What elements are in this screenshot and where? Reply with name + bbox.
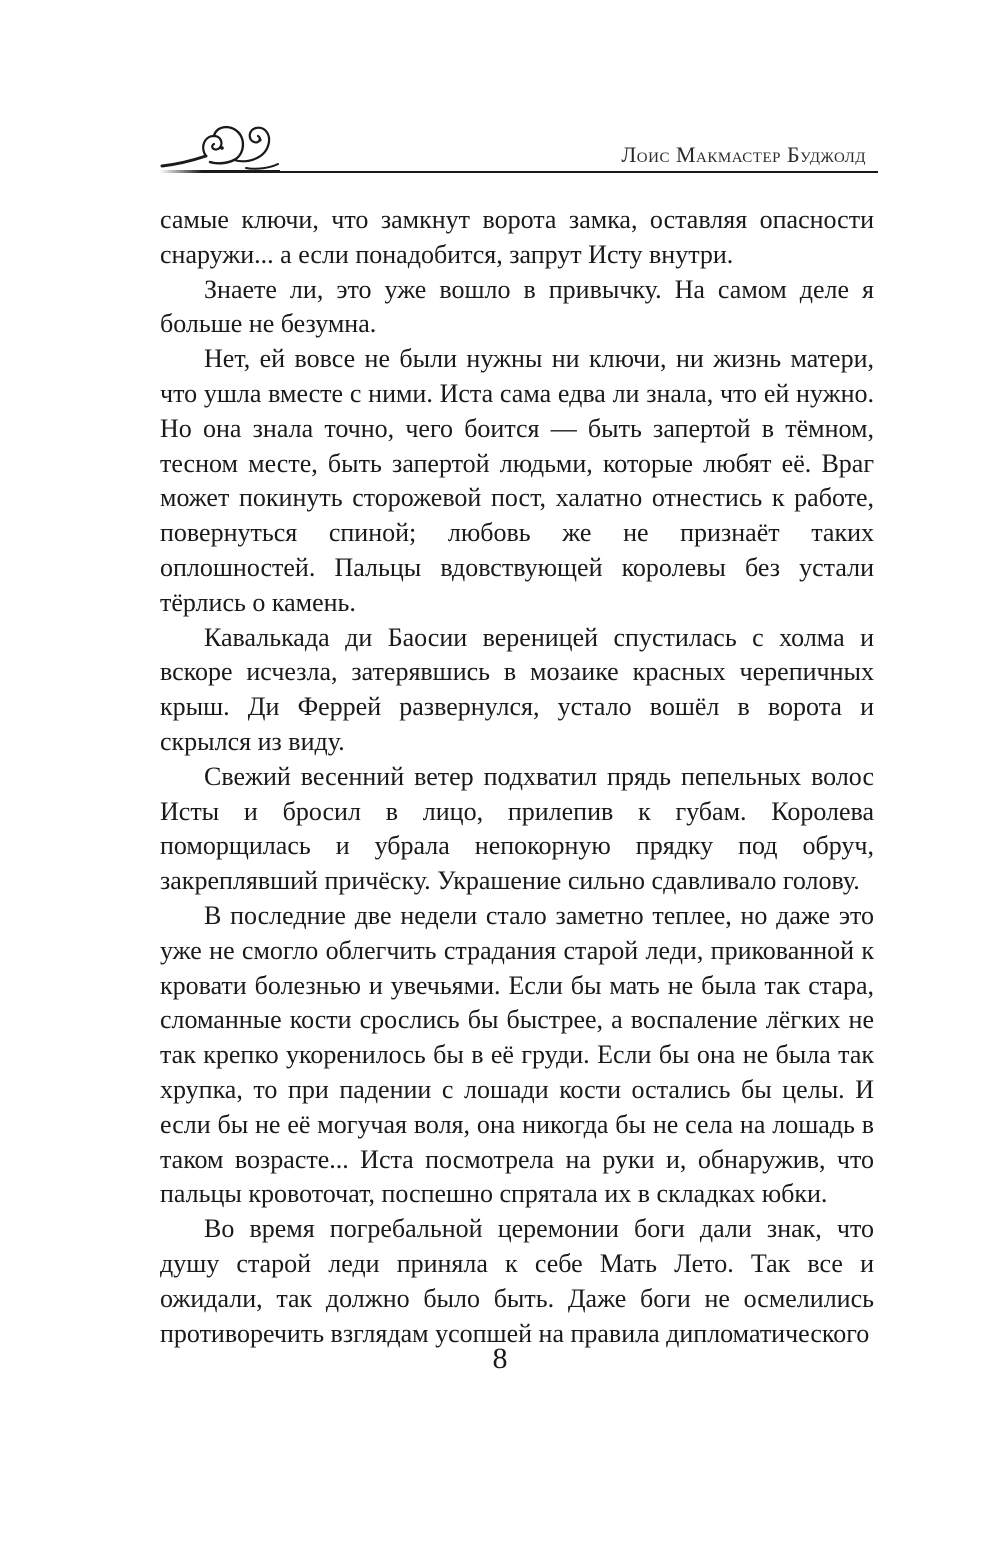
paragraph: Нет, ей вовсе не были нужны ни ключи, ни жизнь матери, что ушла вместе с ними. Иста сама едва ли знала, что ей нужно. Но она знала точно, чего боится — быть запертой в тёмном, тесном месте, быть запертой людьми, которые любят её. Враг может покинуть сторожевой пост, халатно отнестись к работе, повернуться спиной; любовь же не признаёт таких оплошностей. Пальцы вдовствующей королевы без устали тёрлись о камень.	[160, 344, 874, 617]
paragraph: Кавалькада ди Баосии вереницей спустилась с холма и вскоре исчезла, затерявшись в мозаике красных черепичных крыш. Ди Феррей развернулся, устало вошёл в ворота и скрылся из виду.	[160, 622, 874, 756]
running-header-title: Лоис Макмастер Буджолд	[621, 142, 866, 167]
paragraph: Знаете ли, это уже вошло в привычку. На самом деле я больше не безумна.	[160, 274, 874, 339]
running-header	[160, 118, 878, 178]
paragraph: Во время погребальной церемонии боги дали знак, что душу старой леди приняла к себе Мать Лето. Так все и ожидали, так должно было быть. Даже боги не осмелились противоречить взглядам усопшей на правила дипломатического	[160, 1214, 874, 1348]
body-text	[160, 203, 874, 1351]
page-number: 8	[492, 1342, 508, 1375]
header-rule	[260, 171, 878, 173]
swirl-ornament-icon	[160, 118, 290, 178]
paragraph: В последние две недели стало заметно теплее, но даже это уже не смогло облегчить страдания старой леди, прикованной к кровати болезнью и увечьями. Если бы мать не была так стара, сломанные кости срослись бы быстрее, а воспаление лёгких не так крепко укоренилось бы в её груди. Если бы она не была так хрупка, то при падении с лошади кости остались бы целы. И если бы не её могучая воля, она никогда бы не села на лошадь в таком возрасте... Иста посмотрела на руки и, обнаружив, что пальцы кровоточат, поспешно спрятала их в складках юбки.	[160, 900, 874, 1209]
paragraph: Свежий весенний ветер подхватил прядь пепельных волос Исты и бросил в лицо, прилепив к губам. Королева поморщилась и убрала непокорную прядку под обруч, закреплявший причёску. Украшение сильно сдавливало голову.	[160, 761, 874, 896]
paragraph: самые ключи, что замкнут ворота замка, оставляя опасности снаружи... а если понадобится, запрут Исту внутри.	[160, 205, 874, 269]
